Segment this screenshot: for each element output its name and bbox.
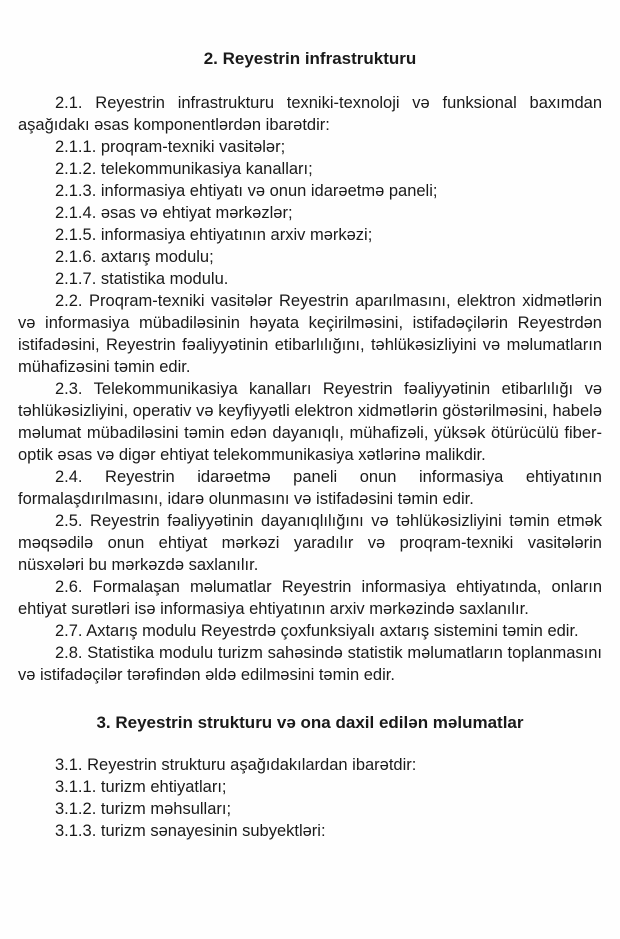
list-item-2-1-2: 2.1.2. telekommunikasiya kanalları; [55, 160, 313, 178]
section-3-heading: 3. Reyestrin strukturu və ona daxil edilən məlumatlar [96, 713, 524, 732]
list-item-2-1-3: 2.1.3. informasiya ehtiyatı və onun idarəetmə paneli; [55, 182, 438, 200]
list-item-3-1-1: 3.1.1. turizm ehtiyatları; [55, 778, 227, 796]
paragraph-2-3: 2.3. Telekommunikasiya kanalları Reyestrin fəaliyyətinin etibarlılığı və təhlükəsizliyini, operativ və keyfiyyətli elektron xidmətlərin göstərilməsini, habelə məlumat mübadiləsini təmin edən dayanıqlı, mühafizəli, yüksək ötürücülü fiber-optik əsas və digər ehtiyat telekommunikasiya xətlərinə malikdir. [18, 380, 602, 464]
list-item-3-1-3: 3.1.3. turizm sənayesinin subyektləri: [55, 822, 326, 840]
list-item-2-1-5: 2.1.5. informasiya ehtiyatının arxiv mərkəzi; [55, 226, 373, 244]
list-item-2-1-1: 2.1.1. proqram-texniki vasitələr; [55, 138, 286, 156]
section-2-heading: 2. Reyestrin infrastrukturu [203, 49, 417, 68]
paragraph-2-5: 2.5. Reyestrin fəaliyyətinin dayanıqlılığını və təhlükəsizliyini təmin etmək məqsədilə onun ehtiyat mərkəzi yaradılır və proqram-texniki vasitələrin nüsxələri bu mərkəzdə saxlanılır. [18, 512, 602, 574]
paragraph-2-6: 2.6. Formalaşan məlumatlar Reyestrin informasiya ehtiyatında, onların ehtiyat surətləri isə informasiya ehtiyatının arxiv mərkəzində saxlanılır. [18, 578, 602, 618]
paragraph-2-8: 2.8. Statistika modulu turizm sahəsində statistik məlumatların toplanmasını və istifadəçilər tərəfindən əldə edilməsini təmin edir. [18, 644, 602, 684]
paragraph-2-7: 2.7. Axtarış modulu Reyestrdə çoxfunksiyalı axtarış sistemini təmin edir. [55, 622, 579, 640]
list-item-3-1-2: 3.1.2. turizm məhsulları; [55, 800, 232, 818]
paragraph-2-1: 2.1. Reyestrin infrastrukturu texniki-texnoloji və funksional baxımdan aşağıdakı əsas komponentlərdən ibarətdir: [18, 94, 602, 134]
list-item-2-1-4: 2.1.4. əsas və ehtiyat mərkəzlər; [55, 204, 293, 222]
paragraph-2-4: 2.4. Reyestrin idarəetmə paneli onun informasiya ehtiyatının formalaşdırılmasını, idarə olunmasını və istifadəsini təmin edir. [18, 468, 602, 508]
list-item-2-1-7: 2.1.7. statistika modulu. [55, 270, 229, 288]
paragraph-2-2: 2.2. Proqram-texniki vasitələr Reyestrin aparılmasını, elektron xidmətlərin və informasiya mübadiləsinin həyata keçirilməsini, istifadəçilərin Reyestrdən istifadəsini, Reyestrin fəaliyyətinin etibarlılığını, təhlükəsizliyini və məlumatların mühafizəsini təmin edir. [18, 292, 602, 376]
list-item-2-1-6: 2.1.6. axtarış modulu; [55, 248, 214, 266]
paragraph-3-1: 3.1. Reyestrin strukturu aşağıdakılardan ibarətdir: [55, 756, 417, 774]
